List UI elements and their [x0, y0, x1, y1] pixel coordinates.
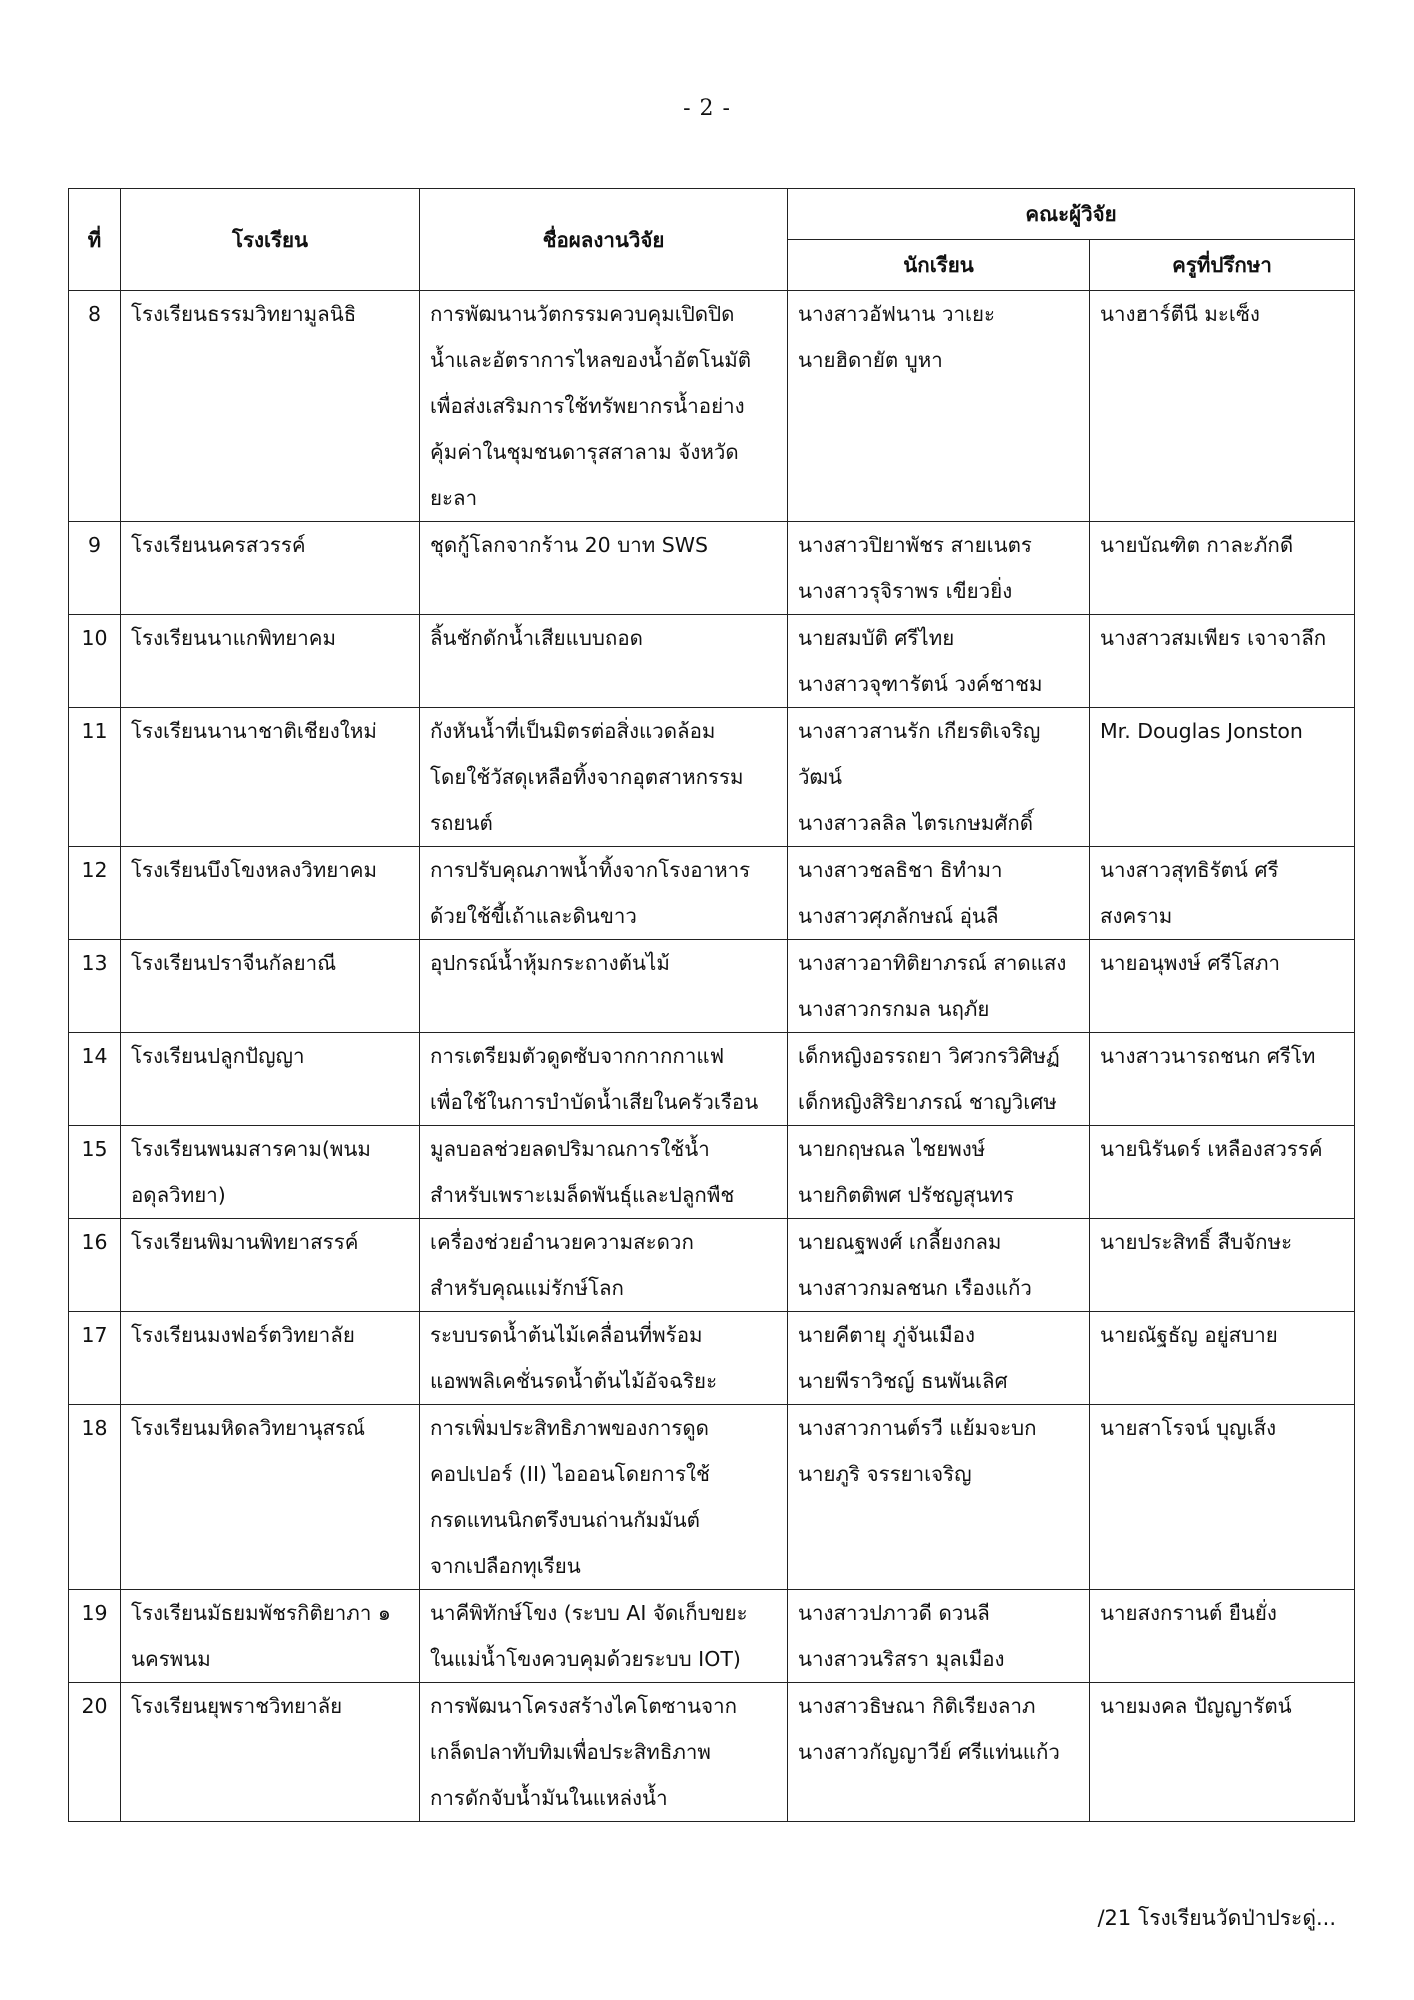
research-title-line: อุปกรณ์น้ำหุ้มกระถางต้นไม้ — [430, 951, 670, 975]
students-line: นางสาวอาทิติยาภรณ์ สาดแสง — [798, 951, 1067, 975]
advisor-line: นายอนุพงษ์ ศรีโสภา — [1100, 951, 1280, 975]
students-line: นายกฤษณล ไชยพงษ์ — [798, 1137, 986, 1161]
students-cell — [788, 522, 1090, 615]
research-title-line: การเพิ่มประสิทธิภาพของการดูด — [430, 1416, 709, 1440]
advisor-line: สงคราม — [1100, 904, 1173, 928]
students-line: เด็กหญิงอรรถยา วิศวกรวิศิษฏ์ — [798, 1044, 1060, 1068]
school-line: โรงเรียนปราจีนกัลยาณี — [131, 951, 337, 975]
students-cell — [788, 1312, 1090, 1405]
research-title-line: เครื่องช่วยอำนวยความสะดวก — [430, 1230, 694, 1254]
research-title-line: คอปเปอร์ (II) ไอออนโดยการใช้ — [430, 1462, 710, 1486]
students-line: นางสาวธิษณา กิติเรียงลาภ — [798, 1694, 1036, 1718]
students-line: นางสาวกมลชนก เรืองแก้ว — [798, 1276, 1032, 1300]
research-title-line: เพื่อส่งเสริมการใช้ทรัพยากรน้ำอย่าง — [430, 394, 745, 418]
advisor-cell — [1090, 291, 1355, 522]
research-title-cell — [420, 1405, 788, 1590]
research-title-cell — [420, 1590, 788, 1683]
students-line: นางสาวอัฟนาน วาเยะ — [798, 302, 996, 326]
advisor-line: นายนิรันดร์ เหลืองสวรรค์ — [1100, 1137, 1323, 1161]
research-title-line: การดักจับน้ำมันในแหล่งน้ำ — [430, 1786, 668, 1810]
research-table — [68, 188, 1355, 1822]
school-cell — [121, 1590, 420, 1683]
students-cell — [788, 1683, 1090, 1822]
row-number-cell: 8 — [69, 291, 121, 522]
students-line: นางสาวรุจิราพร เขียวยิ่ง — [798, 579, 1013, 603]
students-cell — [788, 940, 1090, 1033]
research-title-cell — [420, 940, 788, 1033]
students-line: นางสาวศุภลักษณ์ อุ่นลี — [798, 904, 999, 928]
students-line: นายณฐพงศ์ เกลี้ยงกลม — [798, 1230, 1002, 1254]
row-number-cell: 15 — [69, 1126, 121, 1219]
students-cell — [788, 615, 1090, 708]
advisor-cell — [1090, 940, 1355, 1033]
research-title-line: คุ้มค่าในชุมชนดารุสสาลาม จังหวัด — [430, 440, 739, 464]
school-cell — [121, 1033, 420, 1126]
advisor-cell — [1090, 522, 1355, 615]
row-number-cell: 10 — [69, 615, 121, 708]
research-title-line: การพัฒนานวัตกรรมควบคุมเปิดปิด — [430, 302, 735, 326]
students-line: นายสมบัติ ศรีไทย — [798, 626, 955, 650]
research-title-line: การปรับคุณภาพน้ำทิ้งจากโรงอาหาร — [430, 858, 751, 882]
students-line: นางสาวกัญญาวีย์ ศรีแท่นแก้ว — [798, 1740, 1060, 1764]
research-title-cell — [420, 615, 788, 708]
school-cell — [121, 1126, 420, 1219]
research-title-line: กังหันน้ำที่เป็นมิตรต่อสิ่งแวดล้อม — [430, 719, 716, 743]
research-title-line: จากเปลือกทุเรียน — [430, 1554, 581, 1578]
research-title-line: รถยนต์ — [430, 811, 493, 835]
table-row — [69, 291, 1355, 522]
header-research-title: ชื่อผลงานวิจัย — [420, 189, 788, 291]
school-line: โรงเรียนมัธยมพัชรกิติยาภา ๑ — [131, 1601, 391, 1625]
table-row — [69, 940, 1355, 1033]
research-title-line: โดยใช้วัสดุเหลือทิ้งจากอุตสาหกรรม — [430, 765, 744, 789]
school-cell — [121, 1312, 420, 1405]
table-row — [69, 708, 1355, 847]
students-cell — [788, 1033, 1090, 1126]
school-line: โรงเรียนนาแกพิทยาคม — [131, 626, 336, 650]
research-title-line: นาคีพิทักษ์โขง (ระบบ AI จัดเก็บขยะ — [430, 1601, 748, 1625]
row-number-cell: 16 — [69, 1219, 121, 1312]
advisor-cell — [1090, 1033, 1355, 1126]
research-title-line: น้ำและอัตราการไหลของน้ำอัตโนมัติ — [430, 348, 752, 372]
research-title-line: การเตรียมตัวดูดซับจากกากกาแฟ — [430, 1044, 725, 1068]
row-number-cell: 14 — [69, 1033, 121, 1126]
next-page-continuation: /21 โรงเรียนวัดป่าประดู่... — [1097, 1906, 1336, 1930]
table-row — [69, 1590, 1355, 1683]
students-cell — [788, 847, 1090, 940]
students-cell — [788, 1405, 1090, 1590]
research-title-cell — [420, 1033, 788, 1126]
students-line: นางสาวจุฑารัตน์ วงค์ชาชม — [798, 672, 1043, 696]
advisor-cell — [1090, 708, 1355, 847]
students-line: นายภูริ จรรยาเจริญ — [798, 1462, 972, 1486]
research-title-line: การพัฒนาโครงสร้างไคโตซานจาก — [430, 1694, 737, 1718]
row-number-cell: 20 — [69, 1683, 121, 1822]
students-line: วัฒน์ — [798, 765, 843, 789]
research-title-line: ชุดกู้โลกจากร้าน 20 บาท SWS — [430, 533, 709, 557]
research-title-line: ยะลา — [430, 486, 478, 510]
research-title-cell — [420, 708, 788, 847]
school-cell — [121, 615, 420, 708]
school-line: โรงเรียนธรรมวิทยามูลนิธิ — [131, 302, 357, 326]
research-title-line: เกล็ดปลาทับทิมเพื่อประสิทธิภาพ — [430, 1740, 711, 1764]
students-line: นายคีตายุ ภู่จันเมือง — [798, 1323, 975, 1347]
students-cell — [788, 708, 1090, 847]
students-line: นางสาวกรกมล นฤภัย — [798, 997, 990, 1021]
students-cell — [788, 1590, 1090, 1683]
advisor-cell — [1090, 1405, 1355, 1590]
advisor-cell — [1090, 1219, 1355, 1312]
advisor-line: นางฮาร์ตีนี มะเซ็ง — [1100, 302, 1260, 326]
research-title-line: กรดแทนนิกตรึงบนถ่านกัมมันต์ — [430, 1508, 700, 1532]
table-row — [69, 1033, 1355, 1126]
school-line: โรงเรียนยุพราชวิทยาลัย — [131, 1694, 343, 1718]
table-row — [69, 847, 1355, 940]
table-row — [69, 1126, 1355, 1219]
students-line: นางสาวสานรัก เกียรติเจริญ — [798, 719, 1041, 743]
table-row — [69, 615, 1355, 708]
school-cell — [121, 708, 420, 847]
school-line: โรงเรียนมงฟอร์ตวิทยาลัย — [131, 1323, 355, 1347]
advisor-line: นางสาวสมเพียร เจาจาลึก — [1100, 626, 1327, 650]
students-cell — [788, 1219, 1090, 1312]
research-title-cell — [420, 1683, 788, 1822]
school-line: โรงเรียนบึงโขงหลงวิทยาคม — [131, 858, 377, 882]
table-row — [69, 1683, 1355, 1822]
advisor-cell — [1090, 1683, 1355, 1822]
students-line: นางสาวนริสรา มุลเมือง — [798, 1647, 1005, 1671]
school-line: โรงเรียนนครสวรรค์ — [131, 533, 306, 557]
research-title-cell — [420, 1219, 788, 1312]
header-no: ที่ — [69, 189, 121, 291]
research-title-line: สำหรับคุณแม่รักษ์โลก — [430, 1276, 624, 1300]
research-title-cell — [420, 1126, 788, 1219]
advisor-cell — [1090, 615, 1355, 708]
students-line: นางสาวปภาวดี ดวนลี — [798, 1601, 990, 1625]
table-row — [69, 1405, 1355, 1590]
table-body — [69, 291, 1355, 1822]
table-row — [69, 522, 1355, 615]
research-title-line: มูลบอลช่วยลดปริมาณการใช้น้ำ — [430, 1137, 710, 1161]
advisor-line: นายบัณฑิต กาละภักดี — [1100, 533, 1294, 557]
school-line: อดุลวิทยา) — [131, 1183, 226, 1207]
advisor-line: นางสาวนารถชนก ศรีโท — [1100, 1044, 1316, 1068]
school-line: โรงเรียนปลูกปัญญา — [131, 1044, 305, 1068]
school-cell — [121, 522, 420, 615]
students-line: นางสาวชลธิชา ธิทำมา — [798, 858, 1003, 882]
research-title-line: ในแม่น้ำโขงควบคุมด้วยระบบ IOT) — [430, 1647, 741, 1671]
header-school: โรงเรียน — [121, 189, 420, 291]
school-line: โรงเรียนพิมานพิทยาสรรค์ — [131, 1230, 359, 1254]
row-number-cell: 18 — [69, 1405, 121, 1590]
table-row — [69, 1219, 1355, 1312]
students-line: นายกิตติพศ ปรัชญสุนทร — [798, 1183, 1015, 1207]
advisor-line: นางสาวสุทธิรัตน์ ศรี — [1100, 858, 1279, 882]
research-title-line: เพื่อใช้ในการบำบัดน้ำเสียในครัวเรือน — [430, 1090, 759, 1114]
table-row — [69, 1312, 1355, 1405]
school-line: โรงเรียนมหิดลวิทยานุสรณ์ — [131, 1416, 366, 1440]
research-title-cell — [420, 847, 788, 940]
header-research-team: คณะผู้วิจัย — [788, 189, 1355, 240]
school-line: โรงเรียนนานาชาติเชียงใหม่ — [131, 719, 377, 743]
advisor-cell — [1090, 847, 1355, 940]
research-title-line: แอพพลิเคชั่นรดน้ำต้นไม้อัจฉริยะ — [430, 1369, 718, 1393]
header-advisor: ครูที่ปรึกษา — [1090, 240, 1355, 291]
research-title-line: ระบบรดน้ำต้นไม้เคลื่อนที่พร้อม — [430, 1323, 703, 1347]
advisor-line: นายสาโรจน์ บุญเส็ง — [1100, 1416, 1277, 1440]
row-number-cell: 9 — [69, 522, 121, 615]
school-cell — [121, 291, 420, 522]
students-cell — [788, 1126, 1090, 1219]
page-number: - 2 - — [683, 96, 731, 121]
advisor-line: นายณัฐธัญ อยู่สบาย — [1100, 1323, 1278, 1347]
row-number-cell: 13 — [69, 940, 121, 1033]
advisor-line: นายประสิทธิ์ สืบจักษะ — [1100, 1230, 1293, 1254]
school-cell — [121, 1405, 420, 1590]
students-line: นางสาวกานต์รวี แย้มจะบก — [798, 1416, 1037, 1440]
students-line: นางสาวปิยาพัชร สายเนตร — [798, 533, 1032, 557]
research-title-line: ด้วยใช้ขี้เถ้าและดินขาว — [430, 904, 637, 928]
research-title-cell — [420, 522, 788, 615]
advisor-cell — [1090, 1590, 1355, 1683]
research-title-line: สำหรับเพราะเมล็ดพันธุ์และปลูกพืช — [430, 1183, 735, 1207]
students-line: นายฮิดายัต บูหา — [798, 348, 943, 372]
school-line: นครพนม — [131, 1647, 211, 1671]
school-cell — [121, 940, 420, 1033]
advisor-line: นายสงกรานต์ ยืนยั่ง — [1100, 1601, 1277, 1625]
students-line: นายพีราวิชญ์ ธนพันเลิศ — [798, 1369, 1008, 1393]
advisor-line: นายมงคล ปัญญารัตน์ — [1100, 1694, 1292, 1718]
school-cell — [121, 1683, 420, 1822]
school-cell — [121, 1219, 420, 1312]
row-number-cell: 19 — [69, 1590, 121, 1683]
students-cell — [788, 291, 1090, 522]
advisor-cell — [1090, 1312, 1355, 1405]
research-title-line: ลิ้นชักดักน้ำเสียแบบถอด — [430, 626, 643, 650]
school-line: โรงเรียนพนมสารคาม(พนม — [131, 1137, 371, 1161]
advisor-cell — [1090, 1126, 1355, 1219]
row-number-cell: 11 — [69, 708, 121, 847]
table-header — [69, 189, 1355, 291]
header-students: นักเรียน — [788, 240, 1090, 291]
research-title-cell — [420, 1312, 788, 1405]
row-number-cell: 12 — [69, 847, 121, 940]
research-title-cell — [420, 291, 788, 522]
advisor-line: Mr. Douglas Jonston — [1100, 719, 1303, 743]
school-cell — [121, 847, 420, 940]
students-line: นางสาวลลิล ไตรเกษมศักดิ์ — [798, 811, 1034, 835]
students-line: เด็กหญิงสิริยาภรณ์ ชาญวิเศษ — [798, 1090, 1057, 1114]
row-number-cell: 17 — [69, 1312, 121, 1405]
